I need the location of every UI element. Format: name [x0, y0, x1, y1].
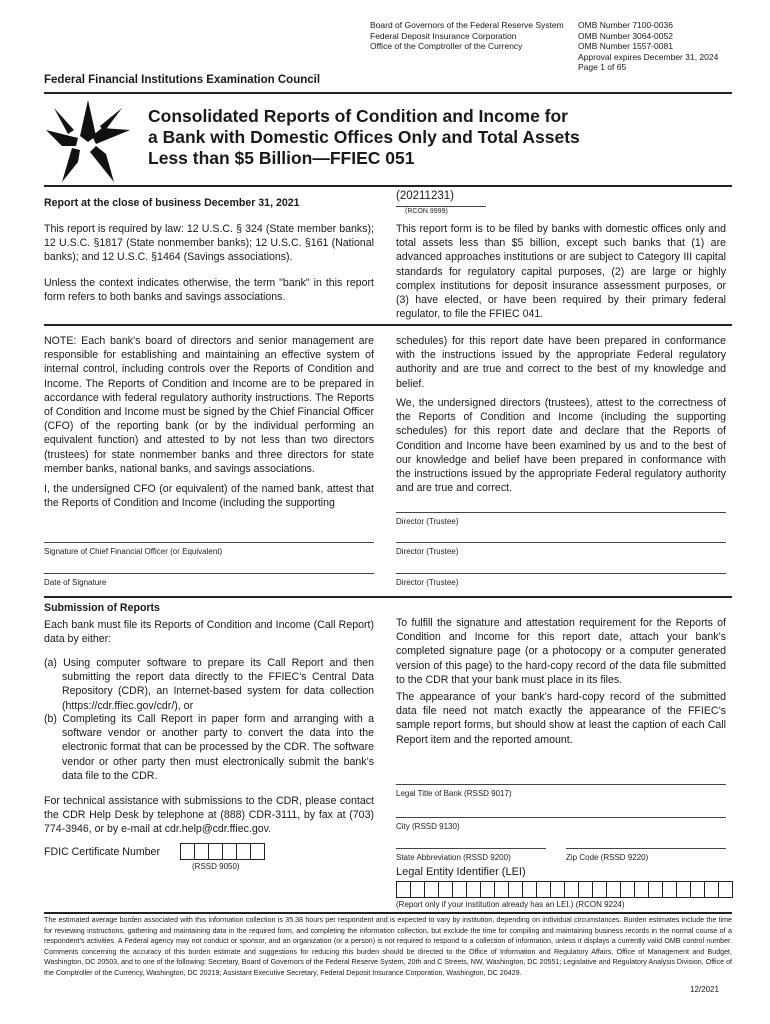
agency-frb: Board of Governors of the Federal Reserve System [370, 20, 564, 30]
option-a-text: (a) Using computer software to prepare its Call Report and then submitting the report data directly to the FFIEC’s Central Data Repository (CDR), an Internet-based system for data collection (https://cdr.ffiec.gov/cdr/), or [44, 657, 374, 712]
schedules-text: schedules) for this report date have been prepared in conformance with the instructions issued by the appropriate Federal regulatory authority and are true and correct to the best of my knowledge and belief. [396, 335, 726, 390]
agencies-block [370, 20, 575, 52]
state-line[interactable] [396, 848, 546, 849]
tech-assist-text: For technical assistance with submissions to the CDR, please contact the CDR Help Desk by telephone at (888) CDR-3111, by fax at (703) 774-3946, or by e-mail at cdr.help@cdr.ffiec.gov. [44, 795, 374, 836]
director-1-line[interactable] [396, 512, 726, 513]
submission-text: Each bank must file its Reports of Condition and Income (Call Report) data by either: [44, 619, 374, 646]
section-rule-2 [44, 596, 732, 598]
lei-label: Legal Entity Identifier (LEI) [396, 866, 526, 878]
rcon-9999-label: (RCON 9999) [405, 208, 448, 215]
option-b-text: (b) Completing its Call Report in paper form and arranging with a software vendor or another party to convert the data into the electronic format that can be processed by the CDR. The software vendor or other party then must electronically submit the bank’s data file to the CDR. [44, 713, 374, 782]
director-2-line[interactable] [396, 542, 726, 543]
directors-text: We, the undersigned directors (trustees), attest to the correctness of the Reports of Condition and Income (including the supporting schedules) for this report date and declare that the Reports of Condition and Income have been examined by us and to the best of our knowledge and belief have been prepared in conformance with the instructions issued by the appropriate Federal regulatory authority and are true and correct. [396, 397, 726, 495]
fulfill-text: To fulfill the signature and attestation requirement for the Reports of Condition and Income for this report date, attach your bank’s completed signature page (or a photocopy or a computer generated version of this page) to the hard-copy record of the data file submitted to the CDR that your bank must place in its files. [396, 617, 726, 686]
cfo-signature-line[interactable] [44, 542, 374, 543]
footer-rule [44, 912, 732, 914]
agency-fdic: Federal Deposit Insurance Corporation [370, 30, 517, 41]
context-text: Unless the context indicates otherwise, the term "bank" in this report form refers to both banks and savings associations. [44, 277, 374, 304]
filed-text: This report form is to be filed by banks with domestic offices only and total assets less than $5 billion, except such banks that (1) are advanced approaches institutions or are subject to Category III capital standards for regulatory capital purposes, (2) are large or highly complex institutions for deposit insurance assessment purposes, or (3) have elected, or have been required by their primary federal regulator, to file the FFIEC 041. [396, 223, 726, 321]
legal-title-line[interactable] [396, 784, 726, 785]
cfo-attest-text: I, the undersigned CFO (or equivalent) of the named bank, attest that the Reports of Condition and Income (including the supporting [44, 483, 374, 510]
state-label: State Abbreviation (RSSD 9200) [396, 853, 511, 862]
zip-line[interactable] [566, 848, 726, 849]
fdic-cert-label: FDIC Certificate Number [44, 846, 160, 858]
director-3-label: Director (Trustee) [396, 578, 459, 587]
director-1-label: Director (Trustee) [396, 517, 459, 526]
fdic-cert-boxes[interactable] [180, 843, 264, 860]
report-close-label: Report at the close of business December 31, 2021 [44, 197, 300, 209]
city-line[interactable] [396, 817, 726, 818]
report-date-line [396, 206, 486, 207]
lei-note: (Report only if your institution already has an LEI.) (RCON 9224) [396, 900, 625, 909]
title-rule [44, 185, 732, 187]
city-label: City (RSSD 9130) [396, 822, 460, 831]
title-line-3: Less than $5 Billion—FFIEC 051 [148, 148, 415, 168]
title-line-1: Consolidated Reports of Condition and Income for [148, 106, 568, 126]
note-text: NOTE: Each bank’s board of directors and senior management are responsible for establishing and maintaining an effective system of internal control, including controls over the Reports of Condition and Income. The Reports of Condition and Income are to be prepared in accordance with federal regulatory authority instructions. The Reports of Condition and Income must be signed by the Chief Financial Officer (CFO) of the reporting bank (or by the individual performing an equivalent function) and attested to by not less than two directors (trustees) for state nonmember banks and three directors for state member banks, national banks, and savings associations. [44, 335, 374, 475]
council-name: Federal Financial Institutions Examination Council [44, 74, 321, 86]
cfo-signature-label: Signature of Chief Financial Officer (or Equivalent) [44, 547, 223, 556]
date-signature-label: Date of Signature [44, 578, 107, 587]
page-number: Page 1 of 65 [578, 62, 627, 72]
zip-label: Zip Code (RSSD 9220) [566, 853, 649, 862]
director-3-line[interactable] [396, 573, 726, 574]
rssd-9050-label: (RSSD 9050) [192, 862, 240, 871]
header-rule [44, 92, 732, 94]
report-date-value[interactable]: (20211231) [396, 190, 454, 202]
lei-boxes[interactable] [396, 881, 732, 898]
director-2-label: Director (Trustee) [396, 547, 459, 556]
agency-occ: Office of the Comptroller of the Currency [370, 41, 523, 51]
title-line-2: a Bank with Domestic Offices Only and Total Assets [148, 127, 580, 147]
ffiec-logo [44, 98, 132, 184]
section-rule-1 [44, 324, 732, 326]
burden-statement: The estimated average burden associated with this information collection is 35.38 hours per respondent and is expected to vary by institution, depending on individual circumstances. Burden estimates include the time for reviewing instructions, gathering and maintaining data in the required form, and completing the information collection, but exclude the time for compiling and maintaining business records in the normal course of a respondent’s activities. A Federal agency may not conduct or sponsor, and an organization (or a person) is not required to respond to a collection of information, unless it displays a currently valid OMB control number. Comments concerning the accuracy of this burden estimate and suggestions for reducing this burden should be directed to the Office of Information and Regulatory Affairs, Office of Management and Budget, Washington, DC 20503, and to one of the following: Secretary, Board of Governors of the Federal Reserve System, 20th and C Streets, NW, Washington, DC 20551; Legislative and Regulatory Analysis Division, Office of the Comptroller of the Currency, Washington, DC 20219; Assistant Executive Secretary, Federal Deposit Insurance Corporation, Washington, DC 20429. [44, 916, 732, 977]
law-text: This report is required by law: 12 U.S.C. § 324 (State member banks); 12 U.S.C. §1817 (State nonmember banks); 12 U.S.C. §161 (National banks); and 12 U.S.C. §1464 (Savings associations). [44, 223, 374, 264]
omb-block [578, 20, 758, 73]
legal-title-label: Legal Title of Bank (RSSD 9017) [396, 789, 512, 798]
approval-expiry: Approval expires December 31, 2024 [578, 51, 719, 62]
submission-heading: Submission of Reports [44, 602, 160, 614]
form-date: 12/2021 [690, 985, 719, 994]
omb-occ: OMB Number 1557-0081 [578, 41, 673, 51]
date-signature-line[interactable] [44, 573, 374, 574]
form-title [148, 106, 738, 169]
omb-frb: OMB Number 7100-0036 [578, 20, 673, 30]
appearance-text: The appearance of your bank’s hard-copy record of the submitted data file need not match exactly the appearance of the FFIEC’s sample report forms, but should show at least the caption of each Call Report item and the reported amount. [396, 691, 726, 746]
omb-fdic: OMB Number 3064-0052 [578, 30, 673, 41]
